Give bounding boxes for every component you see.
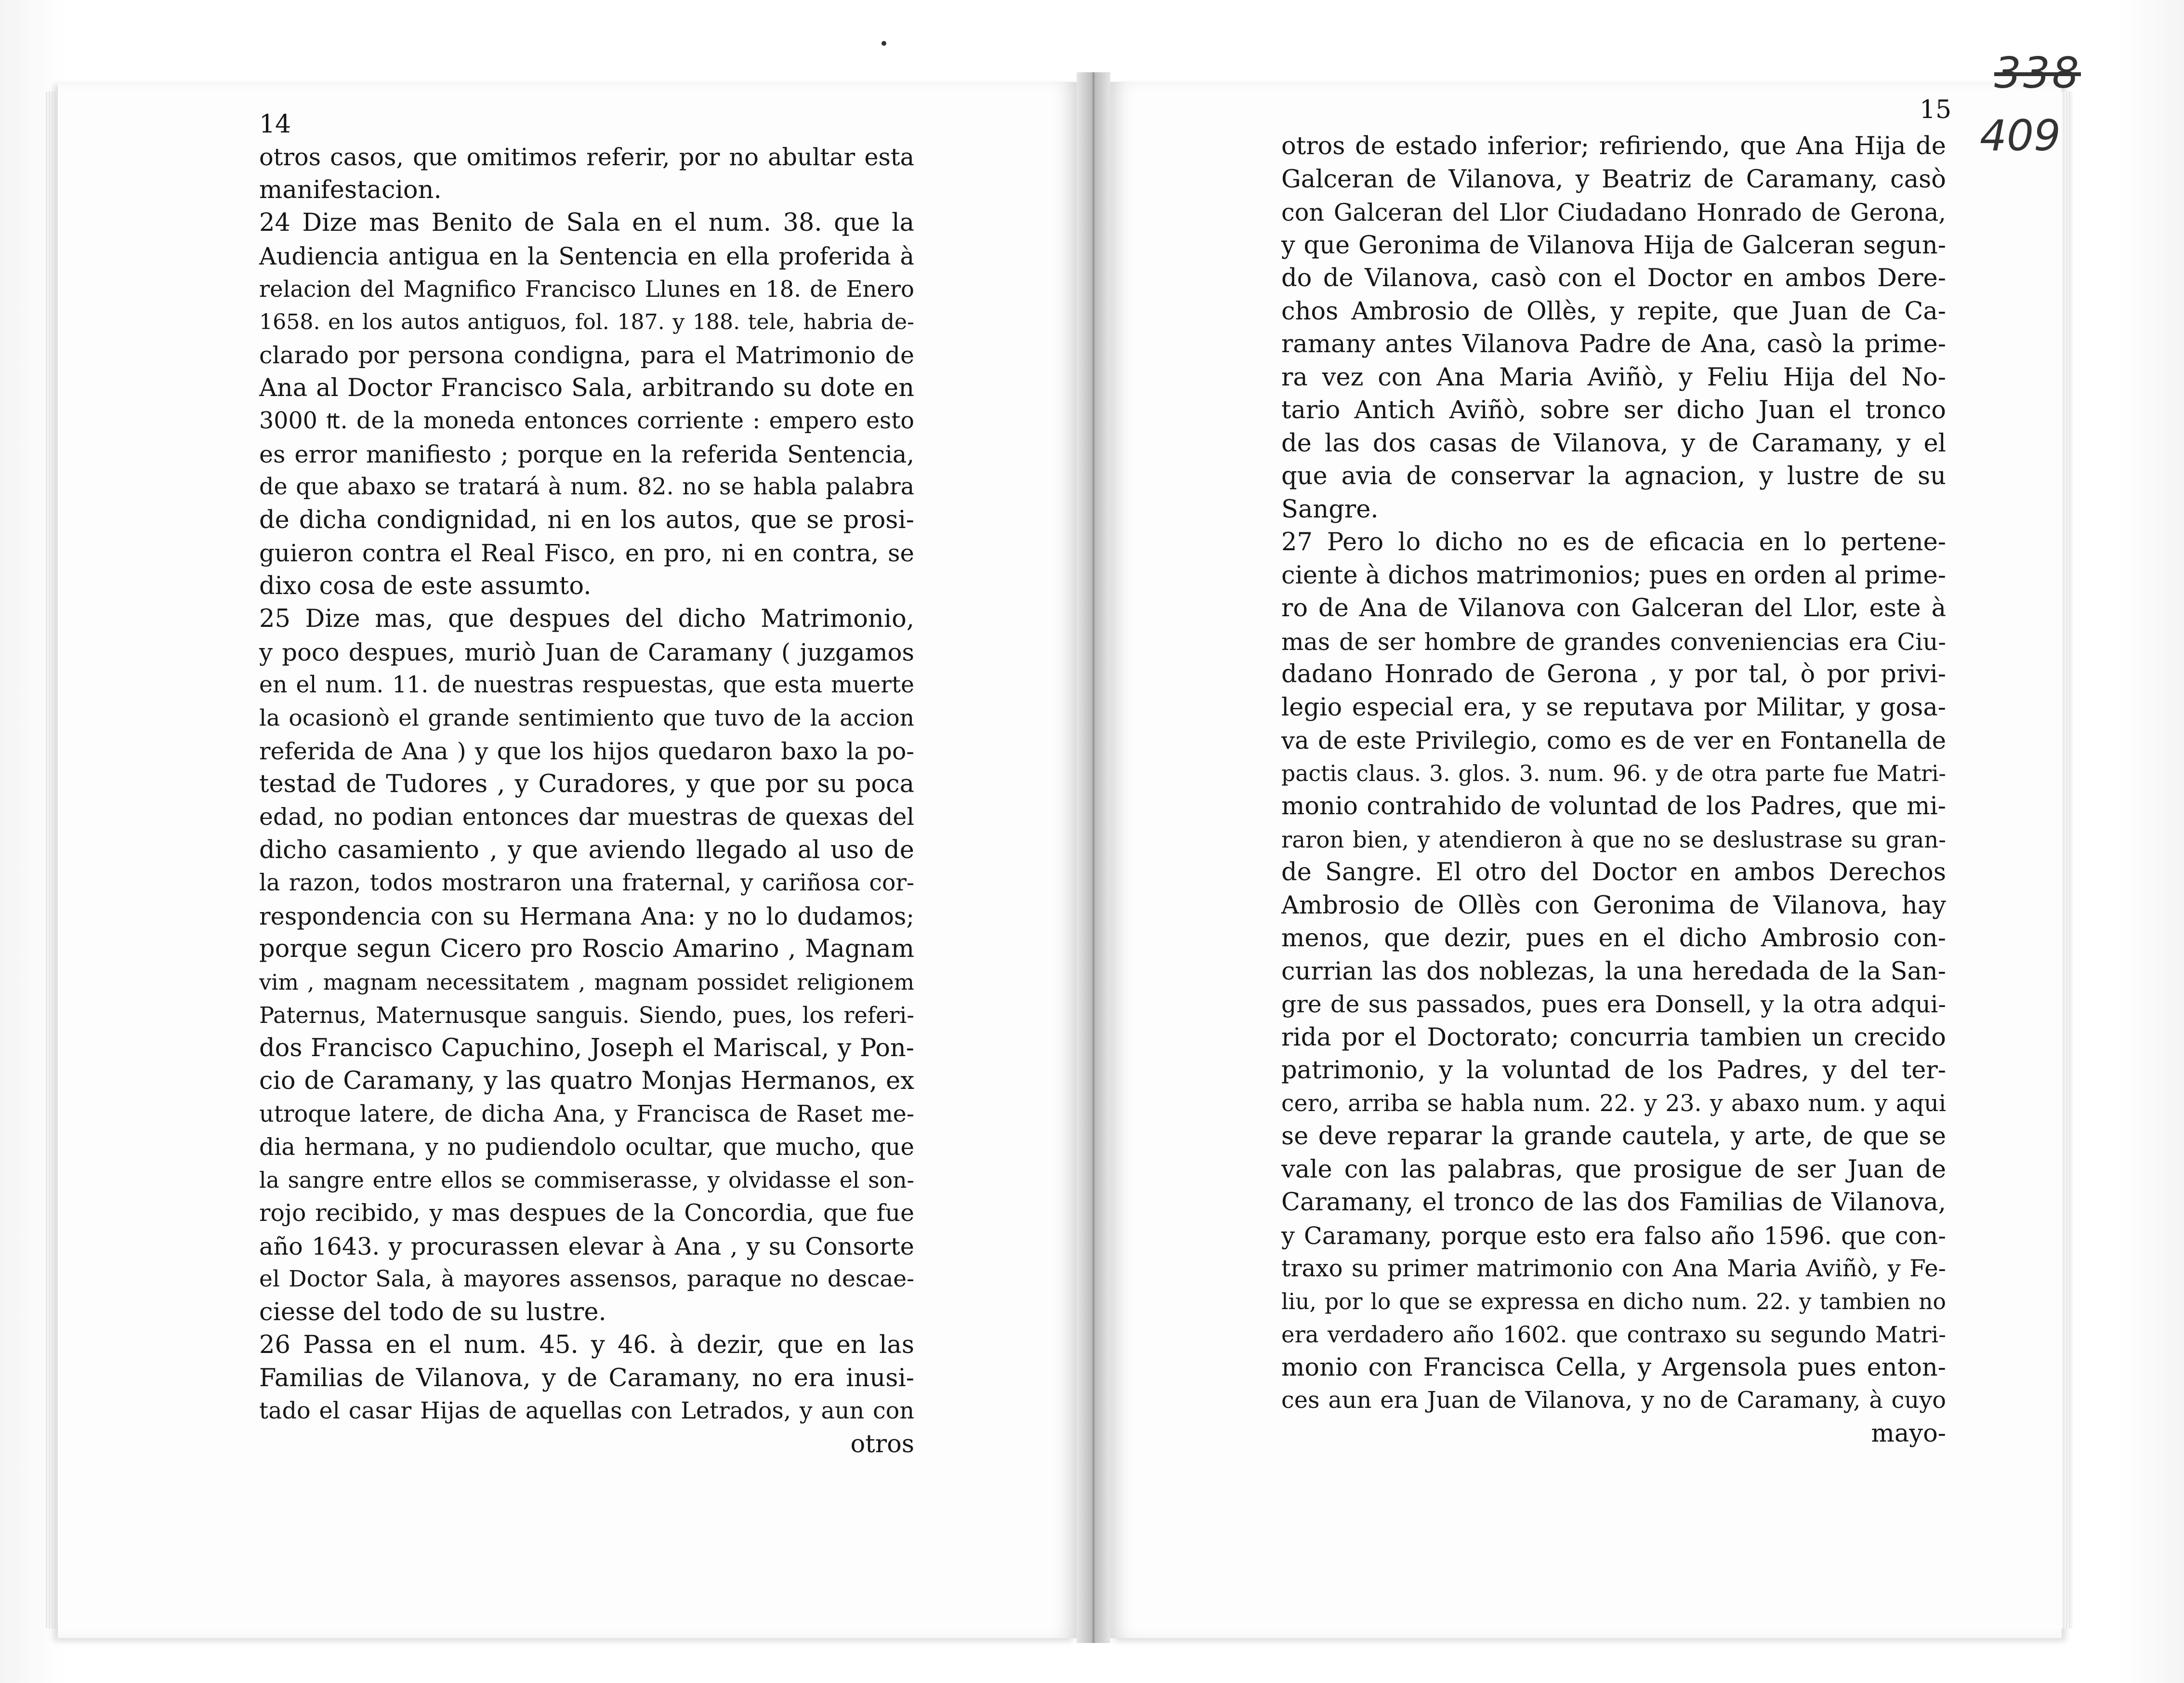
text-line: rida por el Doctorato; concurria tambien un crecido	[1281, 1023, 1946, 1052]
text-line: es error manifiesto ; porque en la referida Sentencia,	[259, 440, 914, 468]
text-line: de las dos casas de Vilanova, y de Caramany, y el	[1281, 429, 1946, 458]
text-line: la ocasionò el grande sentimiento que tuvo de la accion	[259, 704, 914, 731]
book-gutter	[1077, 72, 1110, 1643]
text-line: patrimonio, y la voluntad de los Padres, y del ter-	[1281, 1056, 1946, 1085]
text-line: dixo cosa de este assumto.	[259, 571, 592, 600]
text-line: tado el casar Hijas de aquellas con Letrados, y aun con	[259, 1398, 914, 1424]
text-line: va de este Privilegio, como es de ver en Fontanella de	[1281, 727, 1946, 755]
text-line: referida de Ana ) y que los hijos quedaron baxo la po-	[259, 737, 914, 765]
catchword: mayo-	[1871, 1419, 1946, 1448]
text-line: Paternus, Maternusque sanguis. Siendo, pues, los referi-	[259, 1002, 914, 1028]
text-line: vale con las palabras, que prosigue de ser Juan de	[1281, 1155, 1946, 1184]
text-line: año 1643. y procurassen elevar à Ana , y su Consorte	[259, 1232, 914, 1260]
text-line: gre de sus passados, pues era Donsell, y la otra adqui-	[1281, 991, 1946, 1018]
text-line: currian las dos noblezas, la una heredada de la San-	[1281, 957, 1946, 986]
text-line: Ambrosio de Ollès con Geronima de Vilanova, hay	[1281, 891, 1946, 920]
text-line: Familias de Vilanova, y de Caramany, no era inusi-	[259, 1364, 914, 1392]
text-line: clarado por persona condigna, para el Matrimonio de	[259, 341, 914, 369]
text-line: se deve reparar la grande cautela, y arte, de que se	[1281, 1122, 1946, 1151]
text-line: tario Antich Aviñò, sobre ser dicho Juan el tronco	[1281, 396, 1946, 424]
text-line: con Galceran del Llor Ciudadano Honrado de Gerona,	[1281, 199, 1946, 226]
text-line: 24 Dize mas Benito de Sala en el num. 38. que la	[259, 209, 914, 237]
text-line: pactis claus. 3. glos. 3. num. 96. y de otra parte fue Matri-	[1281, 760, 1946, 786]
text-line: monio contrahido de voluntad de los Padres, que mi-	[1281, 792, 1946, 821]
text-line: cio de Caramany, y las quatro Monjas Hermanos, ex	[259, 1067, 914, 1095]
text-line: raron bien, y atendieron à que no se deslustrase su gran-	[1281, 826, 1946, 853]
text-line: Ana al Doctor Francisco Sala, arbitrando su dote en	[259, 373, 914, 402]
text-line: legio especial era, y se reputava por Militar, y gosa-	[1281, 693, 1946, 722]
text-line: dadano Honrado de Gerona , y por tal, ò por privi-	[1281, 660, 1946, 689]
text-line: 27 Pero lo dicho no es de eficacia en lo pertene-	[1281, 528, 1946, 557]
text-line: el Doctor Sala, à mayores assensos, paraque no descae-	[259, 1266, 914, 1292]
text-line: do de Vilanova, casò con el Doctor en ambos Dere-	[1281, 264, 1946, 292]
text-line: ramany antes Vilanova Padre de Ana, casò la prime-	[1281, 330, 1946, 358]
text-line: 25 Dize mas, que despues del dicho Matrimonio,	[259, 605, 914, 633]
text-line: Caramany, el tronco de las dos Familias de Vilanova,	[1281, 1188, 1946, 1217]
text-line: 1658. en los autos antiguos, fol. 187. y 188. tele, habria de-	[259, 309, 914, 334]
text-line: manifestacion.	[259, 175, 442, 204]
text-line: rojo recibido, y mas despues de la Concordia, que fue	[259, 1199, 914, 1227]
text-line: Galceran de Vilanova, y Beatriz de Caramany, casò	[1281, 165, 1946, 194]
text-line: dicho casamiento , y que aviendo llegado al uso de	[259, 835, 914, 864]
text-line: que avia de conservar la agnacion, y lustre de su	[1281, 462, 1946, 490]
text-line: era verdadero año 1602. que contraxo su segundo Matri-	[1281, 1322, 1946, 1348]
text-line: edad, no podian entonces dar muestras de quexas del	[259, 803, 914, 831]
text-line: porque segun Cicero pro Roscio Amarino , Magnam	[259, 935, 914, 963]
text-line: 3000 ₶. de la moneda entonces corriente : empero esto	[259, 408, 914, 434]
text-line: Audiencia antigua en la Sentencia en ella proferida à	[259, 242, 914, 270]
text-line: relacion del Magnifico Francisco Llunes en 18. de Enero	[259, 276, 914, 302]
text-line: mas de ser hombre de grandes conveniencias era Ciu-	[1281, 627, 1946, 656]
text-line: de Sangre. El otro del Doctor en ambos Derechos	[1281, 858, 1946, 887]
text-line: chos Ambrosio de Ollès, y repite, que Juan de Ca-	[1281, 297, 1946, 326]
left-page-edges	[46, 92, 56, 1629]
text-line: liu, por lo que se expressa en dicho num. 22. y tambien no	[1281, 1288, 1946, 1314]
text-line: ra vez con Ana Maria Aviñò, y Feliu Hija del No-	[1281, 363, 1946, 392]
text-line: otros casos, que omitimos referir, por no abultar esta	[259, 143, 914, 171]
text-line: en el num. 11. de nuestras respuestas, que esta muerte	[259, 672, 914, 698]
text-line: menos, que dezir, pues en el dicho Ambrosio con-	[1281, 924, 1946, 953]
text-line: Sangre.	[1281, 495, 1379, 524]
text-line: ro de Ana de Vilanova con Galceran del Llor, este à	[1281, 594, 1946, 623]
text-line: de dicha condignidad, ni en los autos, que se prosi-	[259, 505, 914, 534]
catchword: otros	[850, 1430, 914, 1458]
text-line: y poco despues, muriò Juan de Caramany ( juzgamos	[259, 638, 914, 666]
handwritten-folio-marks	[1980, 48, 2153, 164]
right-page-text	[1281, 130, 1946, 1450]
text-line: la sangre entre ellos se commiserasse, y olvidasse el son-	[259, 1167, 914, 1193]
left-page-text	[259, 141, 914, 1461]
text-line: ciesse del todo de su lustre.	[259, 1298, 606, 1326]
ink-dot	[881, 41, 886, 46]
text-line: y que Geronima de Vilanova Hija de Galceran segun-	[1281, 231, 1946, 260]
right-page-edges	[2062, 92, 2072, 1629]
text-line: guieron contra el Real Fisco, en pro, ni en contra, se	[259, 539, 914, 567]
text-line: testad de Tudores , y Curadores, y que por su poca	[259, 769, 914, 798]
old-folio-number: 338	[1994, 48, 2081, 98]
text-line: 26 Passa en el num. 45. y 46. à dezir, que en las	[259, 1331, 914, 1359]
text-line: cero, arriba se habla num. 22. y 23. y abaxo num. y aqui	[1281, 1090, 1946, 1117]
new-folio-number: 409	[1980, 111, 2061, 160]
right-page-number: 15	[1920, 95, 1952, 124]
text-line: ciente à dichos matrimonios; pues en orden al prime-	[1281, 561, 1946, 590]
text-line: ces aun era Juan de Vilanova, y no de Caramany, à cuyo	[1281, 1387, 1946, 1414]
text-line: utroque latere, de dicha Ana, y Francisca de Raset me-	[259, 1100, 914, 1127]
text-line: vim , magnam necessitatem , magnam possidet religionem	[259, 969, 914, 995]
text-line: de que abaxo se tratará à num. 82. no se habla palabra	[259, 474, 914, 500]
text-line: monio con Francisca Cella, y Argensola pues enton-	[1281, 1353, 1946, 1382]
text-line: respondencia con su Hermana Ana: y no lo dudamos;	[259, 902, 914, 930]
text-line: la razon, todos mostraron una fraternal, y cariñosa cor-	[259, 870, 914, 896]
text-line: dia hermana, y no pudiendolo ocultar, que mucho, que	[259, 1134, 914, 1161]
text-line: y Caramany, porque esto era falso año 1596. que con-	[1281, 1221, 1946, 1250]
left-page-number: 14	[259, 110, 291, 139]
text-line: traxo su primer matrimonio con Ana Maria Aviñò, y Fe-	[1281, 1255, 1946, 1282]
text-line: dos Francisco Capuchino, Joseph el Mariscal, y Pon-	[259, 1034, 914, 1062]
text-line: otros de estado inferior; refiriendo, que Ana Hija de	[1281, 132, 1946, 160]
